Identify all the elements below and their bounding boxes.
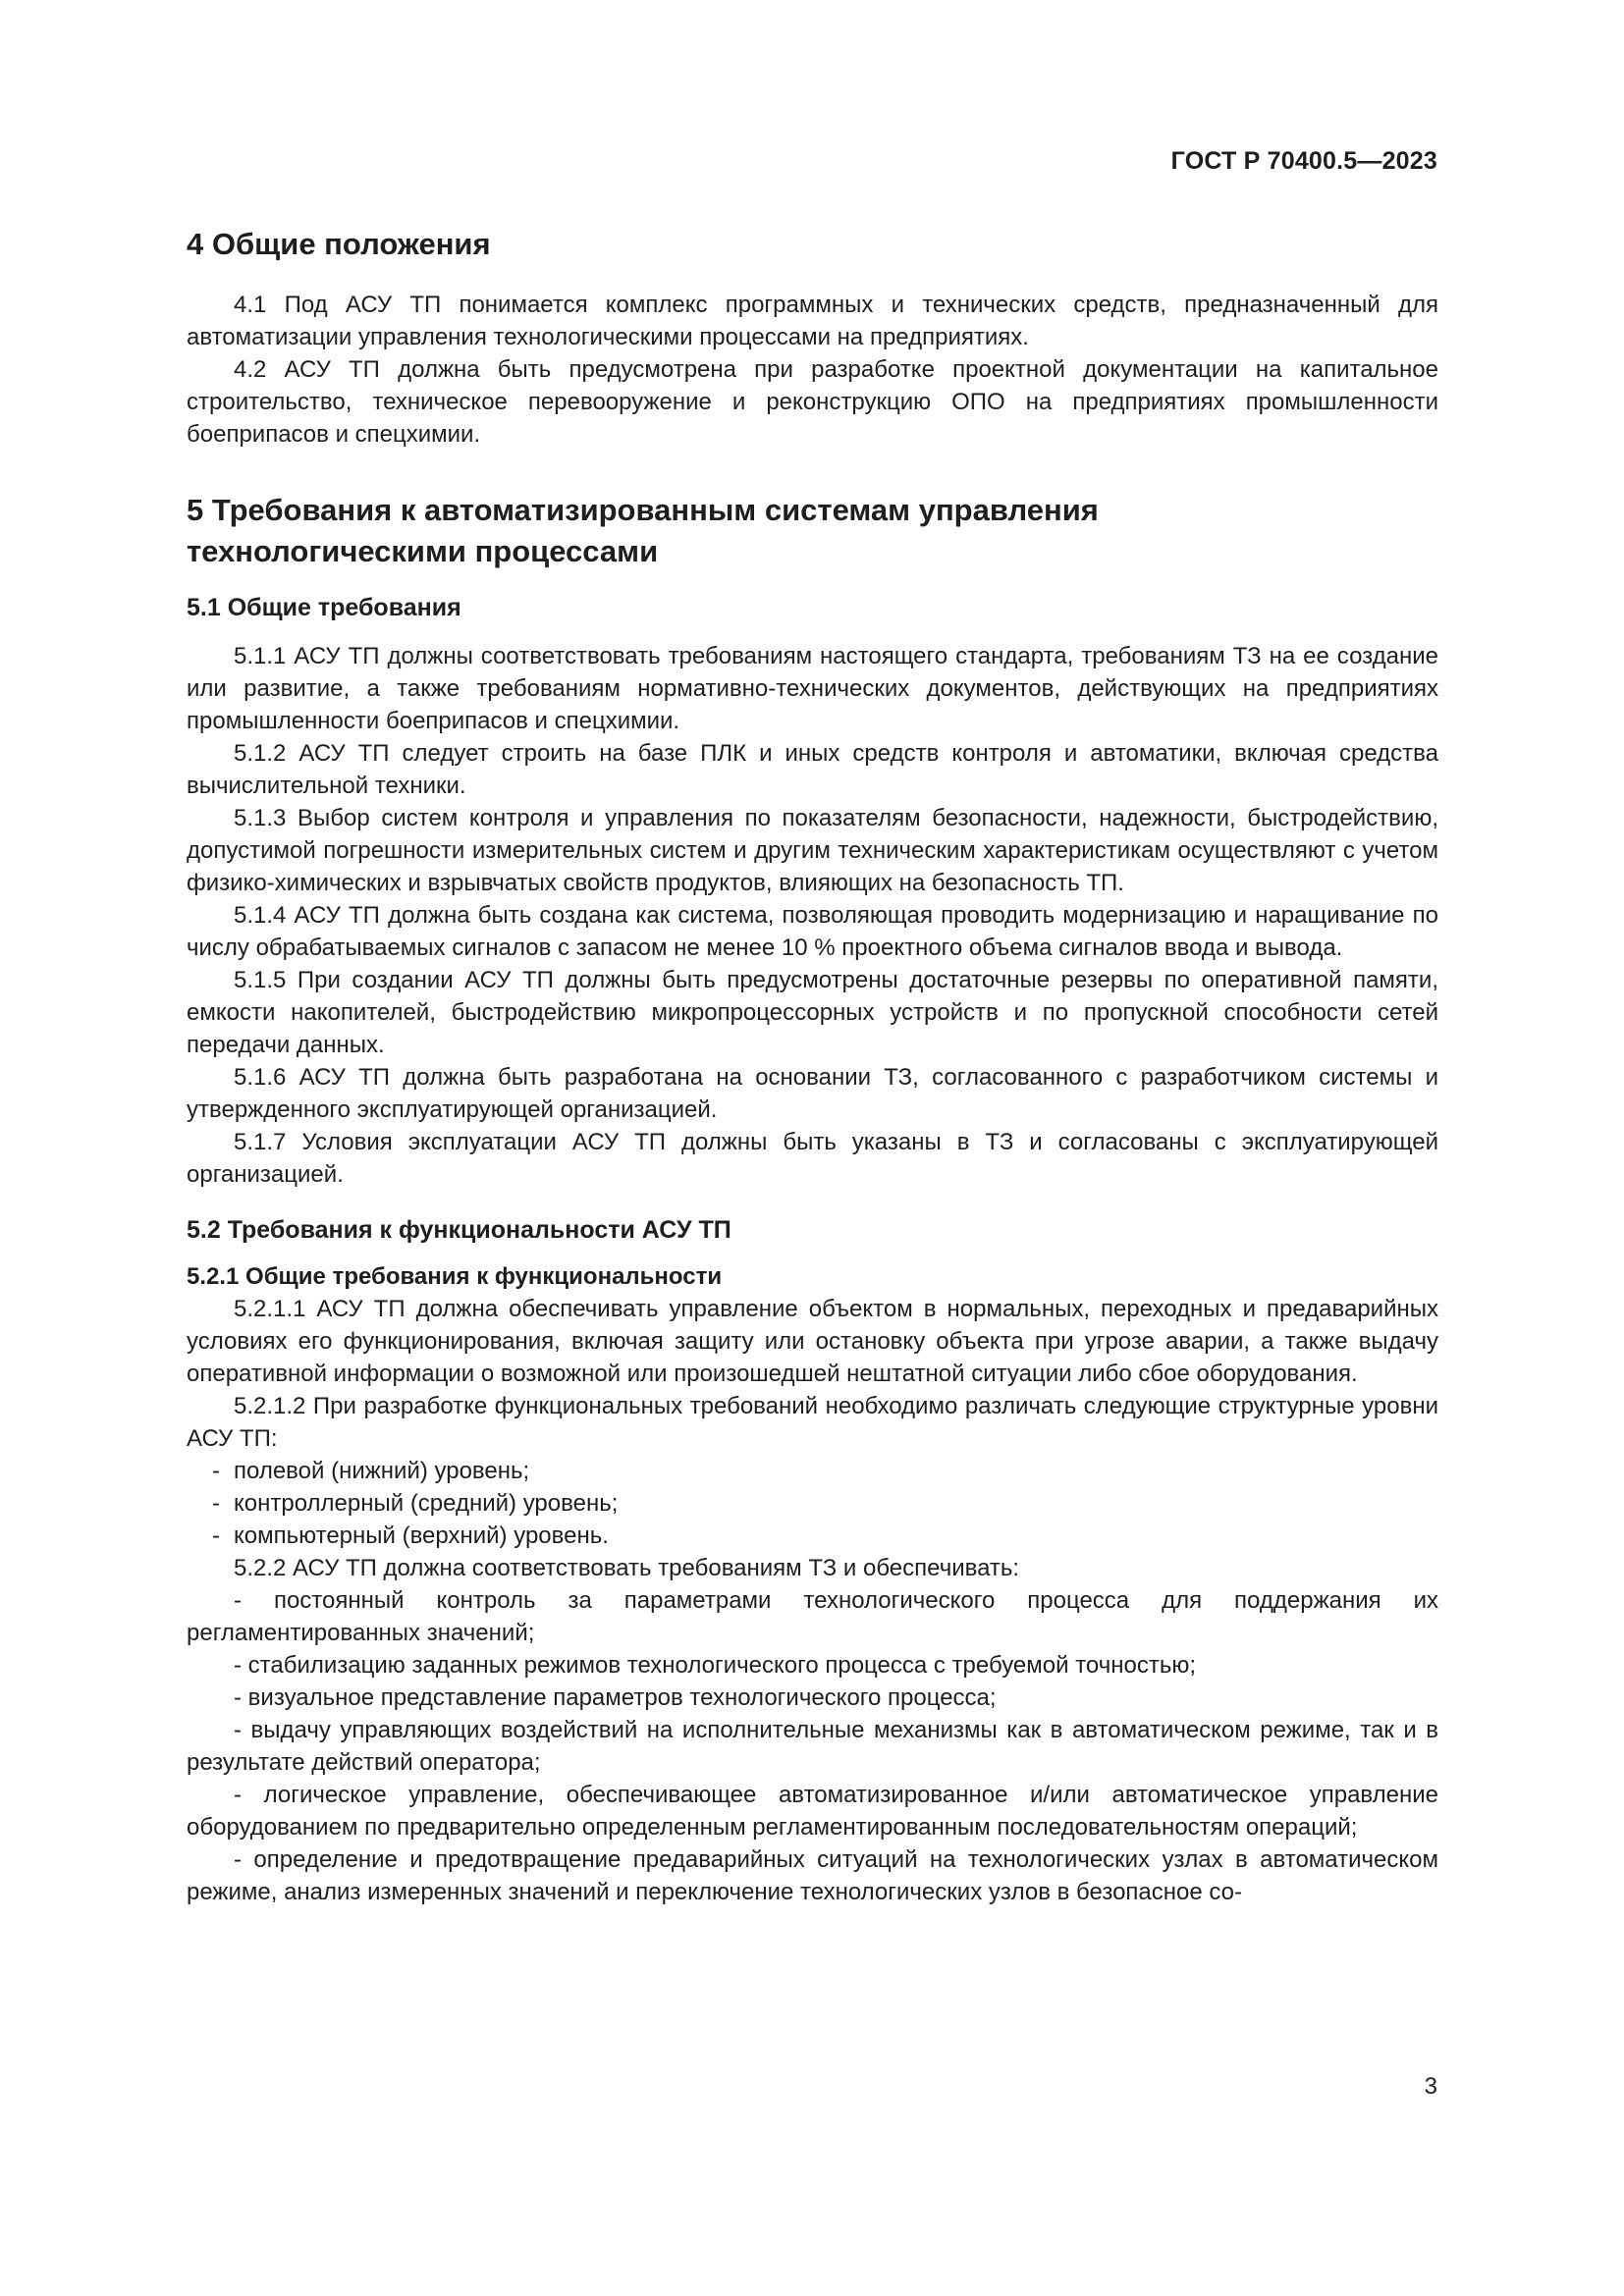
list-item-function: - постоянный контроль за параметрами технологического процесса для поддержания их регламентированных значений; bbox=[187, 1587, 1438, 1646]
section-5-heading-line1: 5 Требования к автоматизированным системам управления bbox=[187, 493, 1099, 527]
section-4-heading: 4 Общие положения bbox=[187, 227, 491, 261]
list-item-function: - логическое управление, обеспечивающее автоматизированное и/или автоматическое управление оборудованием по предварительно определенным регламентированным последовательностям операций; bbox=[187, 1782, 1438, 1841]
list-item-function: - визуальное представление параметров технологического процесса; bbox=[234, 1684, 997, 1711]
paragraph-4-1: 4.1 Под АСУ ТП понимается комплекс программных и технических средств, предназначенный для автоматизации управления технологическими процессами на предприятиях. bbox=[187, 292, 1438, 350]
paragraph-5-2-1-2: 5.2.1.2 При разработке функциональных требований необходимо различать следующие структурные уровни АСУ ТП: bbox=[187, 1393, 1438, 1452]
section-5-2-heading: 5.2 Требования к функциональности АСУ ТП bbox=[187, 1216, 731, 1244]
paragraph-4-2: 4.2 АСУ ТП должна быть предусмотрена при разработке проектной документации на капитальное строительство, техническое перевооружение и реконструкцию ОПО на предприятиях промышленности боеприпасов и спецхимии. bbox=[187, 356, 1438, 448]
paragraph-5-1-6: 5.1.6 АСУ ТП должна быть разработана на основании ТЗ, согласованного с разработчиком системы и утвержденного эксплуатирующей организацией. bbox=[187, 1064, 1438, 1123]
page-content bbox=[187, 216, 1438, 1908]
paragraph-5-1-5: 5.1.5 При создании АСУ ТП должны быть предусмотрены достаточные резервы по оперативной памяти, емкости накопителей, быстродействию микропроцессорных устройств и по пропускной способности сетей передачи данных. bbox=[187, 967, 1438, 1058]
list-item-function: - определение и предотвращение предаварийных ситуаций на технологических узлах в автоматическом режиме, анализ измеренных значений и переключение технологических узлов в безопасное со- bbox=[187, 1846, 1438, 1905]
list-item-function: - выдачу управляющих воздействий на исполнительные механизмы как в автоматическом режиме, так и в результате действий оператора; bbox=[187, 1717, 1438, 1776]
paragraph-5-1-4: 5.1.4 АСУ ТП должна быть создана как система, позволяющая проводить модернизацию и наращивание по числу обрабатываемых сигналов с запасом не менее 10 % проектного объема сигналов ввода и вывода. bbox=[187, 902, 1438, 961]
paragraph-5-1-3: 5.1.3 Выбор систем контроля и управления по показателям безопасности, надежности, быстродействию, допустимой погрешности измерительных систем и другим техническим характеристикам осуществляют с учетом физико-химических и взрывчатых свойств продуктов, влияющих на безопасность ТП. bbox=[187, 805, 1438, 896]
section-5-1-heading: 5.1 Общие требования bbox=[187, 594, 461, 621]
paragraph-5-1-2: 5.1.2 АСУ ТП следует строить на базе ПЛК и иных средств контроля и автоматики, включая средства вычислительной техники. bbox=[187, 740, 1438, 799]
paragraph-5-1-7: 5.1.7 Условия эксплуатации АСУ ТП должны быть указаны в ТЗ и согласованы с эксплуатирующей организацией. bbox=[187, 1129, 1438, 1188]
paragraph-5-2-1-1: 5.2.1.1 АСУ ТП должна обеспечивать управление объектом в нормальных, переходных и предаварийных условиях его функционирования, включая защиту или остановку объекта при угрозе аварии, а также выдачу оперативной информации о возможной или произошедшей нештатной ситуации либо сбое оборудования. bbox=[187, 1296, 1438, 1387]
list-item-level: - контроллерный (средний) уровень; bbox=[212, 1490, 619, 1517]
section-5-2-1-heading: 5.2.1 Общие требования к функциональности bbox=[187, 1263, 723, 1290]
paragraph-5-2-2: 5.2.2 АСУ ТП должна соответствовать требованиям ТЗ и обеспечивать: bbox=[234, 1555, 1020, 1581]
document-number: ГОСТ Р 70400.5—2023 bbox=[1170, 147, 1437, 175]
list-item-level: - компьютерный (верхний) уровень. bbox=[212, 1522, 609, 1549]
page-number: 3 bbox=[1424, 2073, 1437, 2100]
list-item-level: - полевой (нижний) уровень; bbox=[212, 1458, 530, 1484]
paragraph-5-1-1: 5.1.1 АСУ ТП должны соответствовать требованиям настоящего стандарта, требованиям ТЗ на ее создание или развитие, а также требованиям нормативно-технических документов, действующих на предприятиях промышленности боеприпасов и спецхимии. bbox=[187, 643, 1438, 734]
list-item-function: - стабилизацию заданных режимов технологического процесса с требуемой точностью; bbox=[234, 1652, 1197, 1679]
section-5-heading bbox=[187, 490, 1438, 572]
section-5-heading-line2: технологическими процессами bbox=[187, 534, 659, 568]
